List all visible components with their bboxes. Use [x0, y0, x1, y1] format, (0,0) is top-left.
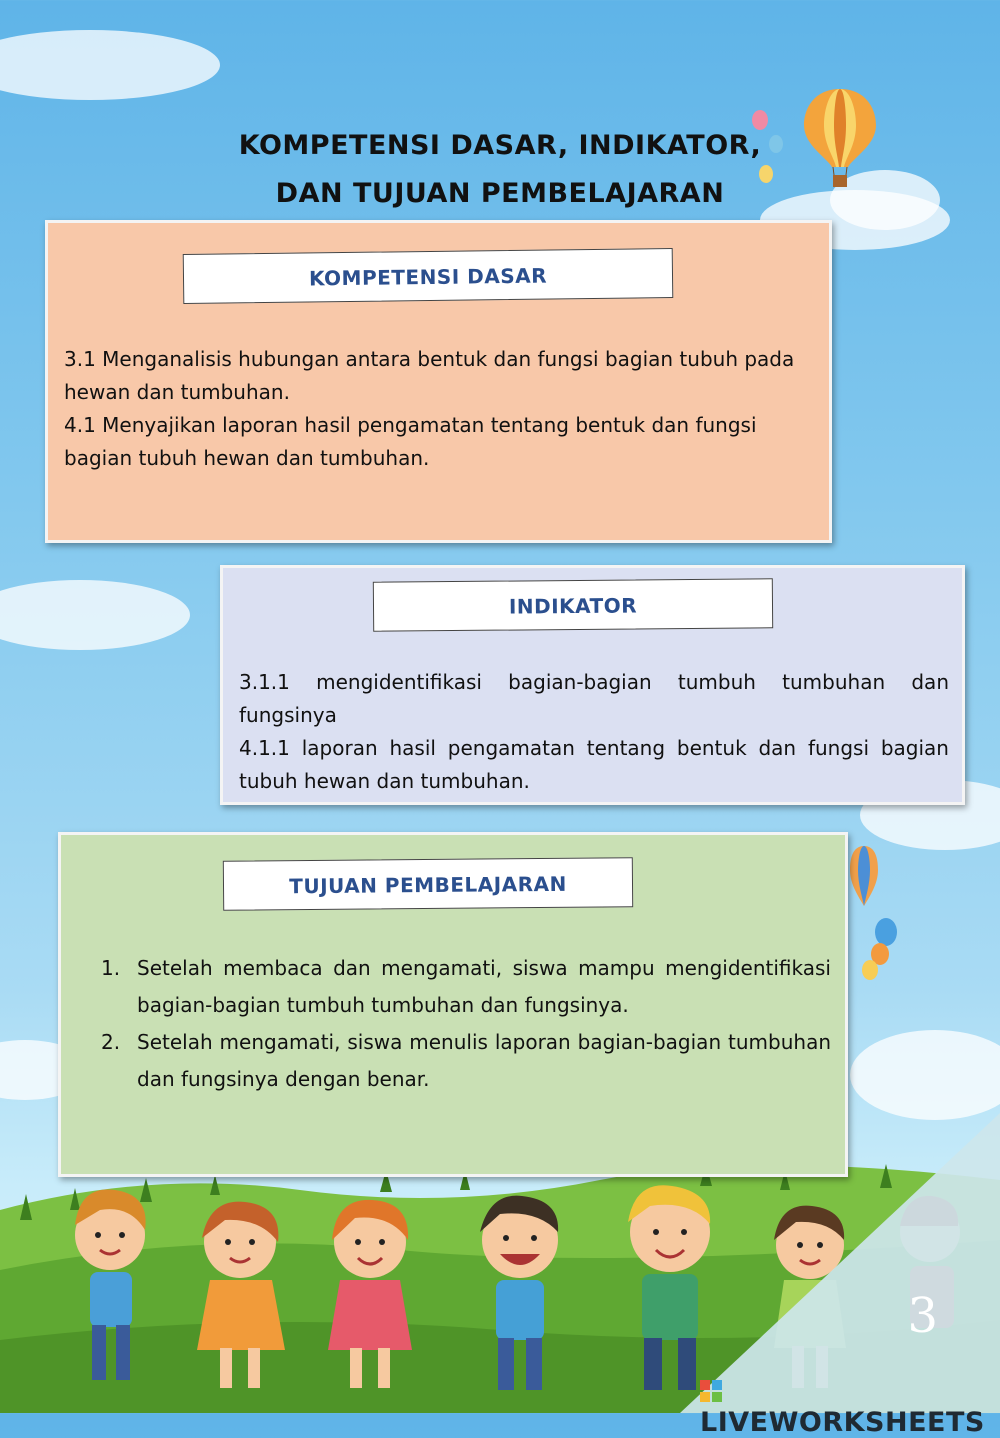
list-item — [101, 950, 831, 1024]
cloud — [0, 30, 220, 100]
kompetensi-dasar-heading: KOMPETENSI DASAR — [183, 248, 674, 304]
indikator-body — [239, 666, 949, 798]
indikator-item: 3.1.1 mengidentifikasi bagian-bagian tumbuh tumbuhan dan fungsinya — [239, 670, 949, 727]
brand-name: LIVEWORKSHEETS — [700, 1407, 985, 1438]
cloud — [0, 580, 190, 650]
page-number: 3 — [907, 1288, 938, 1344]
page-title — [0, 122, 1000, 218]
indikator-heading: INDIKATOR — [373, 578, 773, 631]
cloud — [850, 1030, 1000, 1120]
kompetensi-dasar-body — [64, 343, 804, 475]
list-item-number: 1. — [101, 956, 121, 980]
list-item-text: Setelah membaca dan mengamati, siswa mampu mengidentifikasi bagian-bagian tumbuh tumbuhan dan fungsinya. — [137, 956, 831, 1017]
liveworksheets-brand[interactable] — [700, 1376, 1000, 1438]
balloon-icon — [850, 840, 910, 990]
kompetensi-dasar-card — [45, 220, 832, 543]
indikator-card — [220, 565, 965, 805]
tujuan-list — [101, 950, 831, 1098]
list-item-number: 2. — [101, 1030, 121, 1054]
page-title-line: DAN TUJUAN PEMBELAJARAN — [275, 178, 725, 209]
liveworksheets-logo-icon — [700, 1380, 722, 1402]
tujuan-pembelajaran-heading: TUJUAN PEMBELAJARAN — [223, 857, 633, 911]
child-figure — [75, 1189, 146, 1380]
kompetensi-dasar-item: 4.1 Menyajikan laporan hasil pengamatan tentang bentuk dan fungsi bagian tubuh hewan dan tumbuhan. — [64, 413, 757, 470]
page-title-line: KOMPETENSI DASAR, INDIKATOR, — [238, 130, 762, 161]
page-corner-decoration — [680, 1113, 1000, 1413]
list-item — [101, 1024, 831, 1098]
indikator-item: 4.1.1 laporan hasil pengamatan tentang bentuk dan fungsi bagian tubuh hewan dan tumbuhan. — [239, 736, 949, 793]
list-item-text: Setelah mengamati, siswa menulis laporan bagian-bagian tumbuhan dan fungsinya dengan benar. — [137, 1030, 831, 1091]
kompetensi-dasar-item: 3.1 Menganalisis hubungan antara bentuk dan fungsi bagian tubuh pada hewan dan tumbuhan. — [64, 347, 795, 404]
